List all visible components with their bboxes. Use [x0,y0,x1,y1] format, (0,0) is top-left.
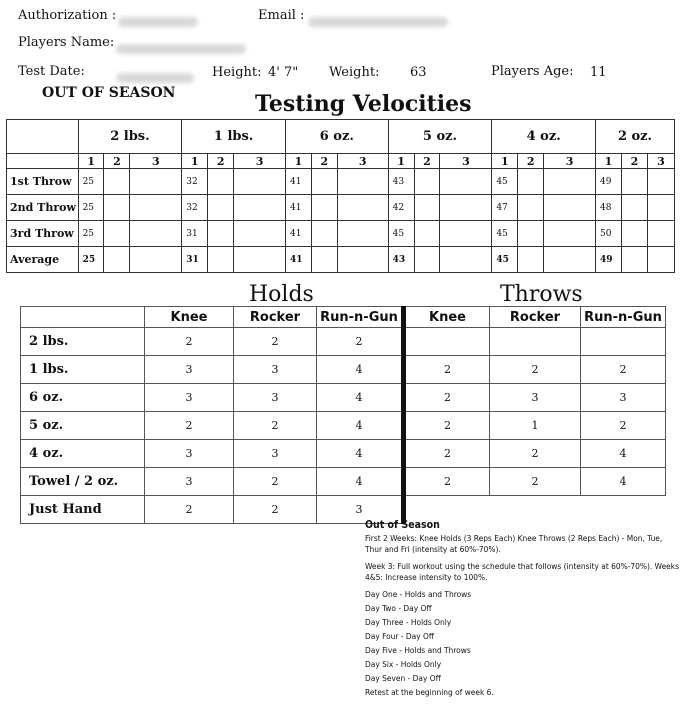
players-name-label: Players Name: [18,35,115,50]
velocity-cell-empty [414,221,440,247]
column-header-run-n-gun: Run-n-Gun [317,307,404,328]
row-label: 4 oz. [21,440,145,468]
sub-col-1: 1 [596,154,622,169]
velocity-cell-empty [311,195,337,221]
holds-throws-corner [21,307,145,328]
holds-throws-row [21,468,666,496]
velocity-cell: 41 [285,247,311,273]
row-label: 1 lbs. [21,356,145,384]
velocity-cell-empty [130,221,182,247]
schedule-day: Day Three - Holds Only [365,617,452,627]
velocity-cell: 49 [596,169,622,195]
column-header-rocker: Rocker [490,307,581,328]
sub-col-2: 2 [414,154,440,169]
players-age-value: 11 [590,65,607,80]
velocity-cell: 45 [388,221,414,247]
velocity-cell-empty [647,195,674,221]
rep-cell [404,328,490,356]
weight-header: 2 oz. [596,120,675,154]
velocity-cell-empty [130,247,182,273]
velocity-row [7,221,675,247]
schedule-day: Day One - Holds and Throws [365,589,472,599]
velocity-cell-empty [544,195,596,221]
velocity-cell-empty [208,247,234,273]
velocity-cell-empty [130,169,182,195]
velocity-cell: 42 [388,195,414,221]
rep-cell [581,328,666,356]
velocity-cell-empty [647,169,674,195]
players-name-value-redacted [116,38,246,57]
velocity-cell: 47 [492,195,518,221]
velocity-cell: 41 [285,221,311,247]
rep-cell: 2 [581,356,666,384]
velocity-cell-empty [130,195,182,221]
velocity-cell-empty [440,247,492,273]
sub-col-2: 2 [311,154,337,169]
schedule-day: Day Two - Day Off [365,603,432,613]
schedule-day: Day Four - Day Off [365,631,435,641]
velocity-row [7,195,675,221]
sub-col-2: 2 [104,154,130,169]
rep-cell: 4 [317,412,404,440]
rep-cell: 1 [490,412,581,440]
rep-cell: 2 [490,468,581,496]
rep-cell: 4 [317,356,404,384]
velocity-cell-empty [518,221,544,247]
sub-col-2: 2 [621,154,647,169]
sub-col-2: 2 [208,154,234,169]
row-label: Towel / 2 oz. [21,468,145,496]
schedule-notes [365,520,681,701]
rep-cell: 3 [490,384,581,412]
rep-cell: 4 [581,468,666,496]
sub-col-1: 1 [388,154,414,169]
velocity-table [6,119,675,273]
velocity-cell-empty [414,195,440,221]
holds-throws-row [21,440,666,468]
velocity-cell: 41 [285,195,311,221]
weight-header: 4 oz. [492,120,596,154]
notes-title: Out of Season [365,519,440,531]
rep-cell: 2 [234,496,317,524]
velocity-cell-empty [311,169,337,195]
velocity-cell: 25 [78,247,104,273]
velocity-cell-empty [104,221,130,247]
holds-throws-row [21,412,666,440]
holds-title: Holds [249,282,314,307]
rep-cell: 3 [234,356,317,384]
rep-cell: 2 [490,356,581,384]
rep-cell: 3 [234,440,317,468]
test-date-value-redacted [116,67,194,86]
sub-col-1: 1 [182,154,208,169]
velocity-cell-empty [518,195,544,221]
velocity-cell-empty [621,247,647,273]
rep-cell: 3 [145,468,234,496]
velocity-cell-empty [518,169,544,195]
weight-header: 5 oz. [388,120,492,154]
rep-cell: 3 [145,440,234,468]
velocity-cell-empty [337,221,388,247]
sub-col-3: 3 [234,154,286,169]
velocity-cell: 45 [492,247,518,273]
velocity-cell: 48 [596,195,622,221]
velocity-cell: 32 [182,169,208,195]
velocity-cell: 45 [492,221,518,247]
authorization-label: Authorization : [18,8,117,23]
weight-header: 2 lbs. [78,120,182,154]
notes-paragraph: Week 3: Full workout using the schedule that follows (intensity at 60%-70%). Weeks 4&5: Increase intensity to 100%. [365,561,679,582]
email-value-redacted [308,11,448,30]
column-header-knee: Knee [145,307,234,328]
velocity-cell: 43 [388,247,414,273]
authorization-value-redacted [118,11,198,30]
velocity-cell-empty [647,247,674,273]
players-age-label: Players Age: [491,64,574,79]
velocity-cell-empty [544,169,596,195]
weight-value: 63 [410,65,427,80]
rep-cell: 2 [581,412,666,440]
row-label: 2nd Throw [7,195,79,221]
subheader-corner [7,154,79,169]
sub-col-1: 1 [78,154,104,169]
sub-col-3: 3 [337,154,388,169]
row-label: 5 oz. [21,412,145,440]
velocity-cell-empty [440,221,492,247]
row-label: 6 oz. [21,384,145,412]
velocity-row [7,169,675,195]
velocity-cell-empty [621,195,647,221]
velocity-cell-empty [104,169,130,195]
season-label: OUT OF SEASON [42,85,176,101]
rep-cell: 2 [234,468,317,496]
sub-col-3: 3 [647,154,674,169]
column-header-rocker: Rocker [234,307,317,328]
velocity-cell: 43 [388,169,414,195]
velocity-cell: 49 [596,247,622,273]
velocity-cell-empty [104,195,130,221]
velocity-corner [7,120,79,154]
rep-cell: 2 [404,468,490,496]
rep-cell: 4 [317,468,404,496]
row-label: Average [7,247,79,273]
weight-header: 6 oz. [285,120,388,154]
column-header-knee: Knee [404,307,490,328]
velocity-cell-empty [234,247,286,273]
velocity-cell-empty [104,247,130,273]
rep-cell: 2 [145,328,234,356]
holds-throws-row [21,356,666,384]
rep-cell: 3 [234,384,317,412]
velocity-cell: 25 [78,169,104,195]
row-label: 1st Throw [7,169,79,195]
velocity-cell: 31 [182,221,208,247]
rep-cell: 4 [317,384,404,412]
rep-cell: 4 [581,440,666,468]
throws-title: Throws [500,282,583,307]
velocity-row [7,247,675,273]
sub-col-2: 2 [518,154,544,169]
velocity-cell: 25 [78,195,104,221]
velocity-cell-empty [234,169,286,195]
velocity-cell: 50 [596,221,622,247]
velocity-cell-empty [621,169,647,195]
velocity-cell: 32 [182,195,208,221]
velocity-cell-empty [234,221,286,247]
rep-cell: 2 [404,412,490,440]
rep-cell: 2 [404,356,490,384]
rep-cell: 2 [145,496,234,524]
test-date-label: Test Date: [18,64,85,79]
rep-cell: 3 [317,496,404,524]
rep-cell: 2 [317,328,404,356]
velocity-cell-empty [311,221,337,247]
velocity-cell: 25 [78,221,104,247]
sub-col-3: 3 [440,154,492,169]
velocity-cell-empty [544,221,596,247]
height-value: 4' 7" [268,65,299,80]
rep-cell [490,328,581,356]
row-label: 2 lbs. [21,328,145,356]
velocity-cell-empty [440,195,492,221]
row-label: Just Hand [21,496,145,524]
velocity-cell-empty [208,169,234,195]
holds-throws-row [21,328,666,356]
schedule-day: Day Five - Holds and Throws [365,645,471,655]
rep-cell: 2 [490,440,581,468]
height-label: Height: [212,65,262,80]
rep-cell: 2 [234,328,317,356]
holds-throws-row [21,384,666,412]
velocity-cell-empty [337,169,388,195]
rep-cell: 3 [581,384,666,412]
column-header-run-n-gun: Run-n-Gun [581,307,666,328]
velocity-cell-empty [647,221,674,247]
velocity-cell-empty [234,195,286,221]
velocity-cell: 45 [492,169,518,195]
rep-cell: 2 [145,412,234,440]
notes-paragraph: First 2 Weeks: Knee Holds (3 Reps Each) Knee Throws (2 Reps Each) - Mon, Tue, Thur and Fri (intensity at 60%-70%). [365,533,663,554]
retest-note: Retest at the beginning of week 6. [365,687,494,697]
velocity-cell: 31 [182,247,208,273]
schedule-day: Day Six - Holds Only [365,659,442,669]
rep-cell: 2 [404,384,490,412]
email-label: Email : [258,8,305,23]
velocity-cell-empty [621,221,647,247]
velocity-cell-empty [440,169,492,195]
holds-throws-table [20,306,666,524]
rep-cell: 3 [145,356,234,384]
schedule-day: Day Seven - Day Off [365,673,441,683]
rep-cell: 4 [317,440,404,468]
velocity-cell-empty [414,247,440,273]
sub-col-1: 1 [492,154,518,169]
velocity-cell-empty [311,247,337,273]
velocity-cell-empty [544,247,596,273]
page-title: Testing Velocities [255,91,472,117]
velocity-cell-empty [414,169,440,195]
velocity-cell-empty [337,195,388,221]
sub-col-1: 1 [285,154,311,169]
weight-label: Weight: [329,65,380,80]
rep-cell: 2 [234,412,317,440]
sub-col-3: 3 [130,154,182,169]
weight-header: 1 lbs. [182,120,286,154]
velocity-cell: 41 [285,169,311,195]
rep-cell: 2 [404,440,490,468]
velocity-cell-empty [337,247,388,273]
rep-cell: 3 [145,384,234,412]
velocity-cell-empty [518,247,544,273]
velocity-cell-empty [208,221,234,247]
sub-col-3: 3 [544,154,596,169]
row-label: 3rd Throw [7,221,79,247]
velocity-cell-empty [208,195,234,221]
